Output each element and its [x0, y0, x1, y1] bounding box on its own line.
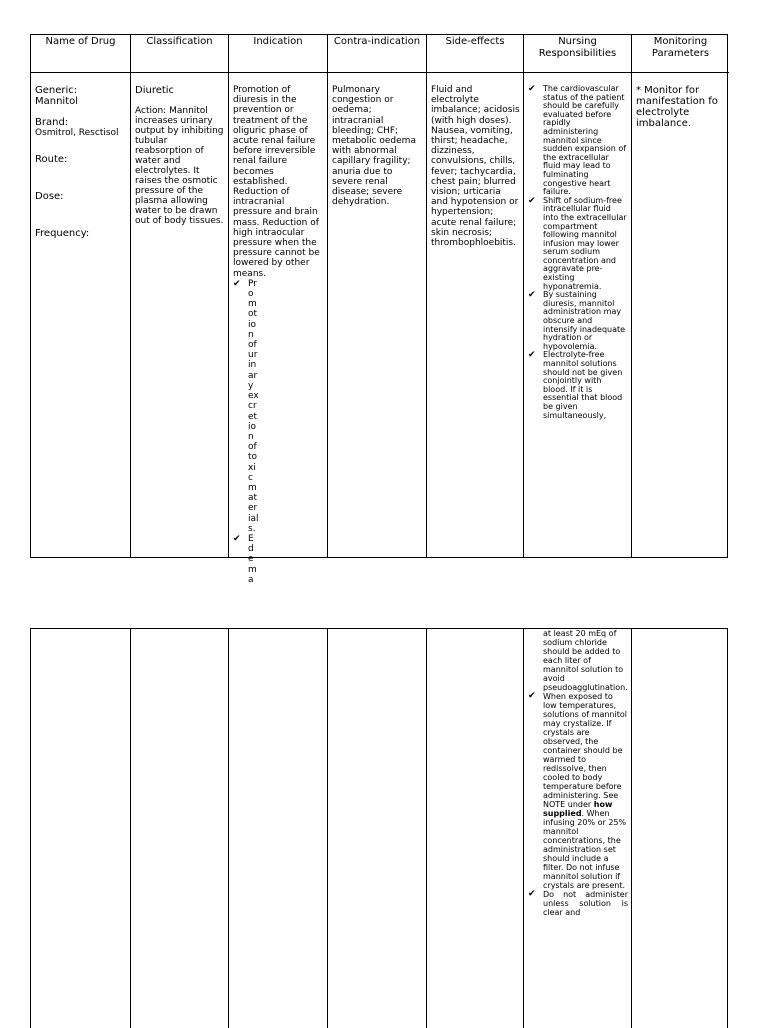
frequency-label: Frequency:: [35, 228, 90, 239]
check-icon: ✔: [233, 533, 241, 544]
side-effects-cell: [431, 85, 520, 248]
drug-table-page-2: [30, 628, 728, 1028]
side-effects-text: Fluid and electrolyte imbalance; acidosis (with high doses). Nausea, vomiting, thirst; headache, dizziness, convulsions, chills, fever; tachycardia, chest pain; blurred vision; urticaria and hypotension or hypertension; acute renal failure; skin necrosis; thrombophloebitis.: [431, 85, 520, 249]
header-nursing-responsibilities: Nursing Responsibilities: [524, 35, 631, 73]
indication-bullet-text: Edema: [248, 533, 257, 585]
column-name-of-drug-cont: [31, 629, 130, 1028]
column-monitoring-parameters-cont: [631, 629, 729, 1028]
indication-text: Promotion of diuresis in the prevention or treatment of the oliguric phase of acute renal failure before irreversible renal failure becomes established. Reduction of intracranial pressure and brain mass. Reduction of high intraocular pressure when the pressure cannot be lowered by other means.: [233, 85, 320, 279]
nursing-item-text: Shift of sodium-free intracellular fluid into the extracellular compartment following mannitol infusion may lower serum sodium concentration and aggravate pre-existing hyponatremia.: [543, 195, 627, 291]
generic-value: Mannitol: [35, 96, 79, 107]
nursing-cell-page-2: [528, 629, 628, 917]
nursing-list: [528, 85, 628, 420]
contraindication-cell: [332, 85, 423, 207]
classification-value: Diuretic: [135, 85, 175, 96]
route-label: Route:: [35, 154, 68, 165]
header-name-of-drug: Name of Drug: [31, 35, 130, 73]
nursing-item-text: Electrolyte-free mannitol solutions should not be given conjointly with blood. If it is essential that blood be given simultaneously,: [543, 350, 623, 420]
check-icon: ✔: [528, 691, 536, 701]
indication-bullet: [233, 534, 259, 585]
indication-cell: [233, 85, 324, 585]
column-indication-cont: [228, 629, 327, 1028]
generic-label: Generic:: [35, 85, 78, 96]
column-classification-cont: [130, 629, 228, 1028]
check-icon: ✔: [528, 290, 536, 301]
column-contraindication: [327, 35, 426, 557]
nursing-item-text: By sustaining diuresis, mannitol administration may obscure and intensify inadequate hydration or hypovolemia.: [543, 290, 626, 351]
check-icon: ✔: [528, 84, 536, 94]
column-nursing-responsibilities-cont: [523, 629, 631, 1028]
nursing-item: [528, 85, 628, 197]
nursing-item: [528, 890, 628, 917]
column-indication: [228, 35, 327, 585]
nursing-item-text: The cardiovascular status of the patient should be carefully evaluated before rapidly administering mannitol since sudden expansion of the extracellular fluid may lead to fulminating congestive heart failure.: [543, 84, 627, 197]
column-classification: [130, 35, 228, 557]
nursing-continued-text: at least 20 mEq of sodium chloride should be added to each liter of mannitol solution to avoid pseudoagglutination.: [543, 629, 628, 692]
indication-bullet: [233, 279, 259, 534]
nursing-item: [528, 351, 628, 420]
nursing-item-text-after: . When infusing 20% or 25% mannitol concentrations, the administration set should include a filter. Do not infuse mannitol solution if crystals are present.: [543, 809, 627, 890]
brand-label: Brand:: [35, 117, 69, 128]
header-monitoring-parameters: Monitoring Parameters: [632, 35, 729, 73]
monitoring-text: * Monitor for manifestation fo electrolyte imbalance.: [636, 85, 718, 129]
column-side-effects-cont: [426, 629, 523, 1028]
nursing-cell-page-1: [528, 85, 628, 420]
column-monitoring-parameters: [631, 35, 729, 557]
header-side-effects: Side-effects: [427, 35, 523, 73]
drug-table-page-1: [30, 34, 728, 585]
column-nursing-responsibilities: [523, 35, 631, 557]
indication-bullets: [233, 279, 259, 585]
brand-value: Osmitrol, Resctisol: [35, 128, 119, 138]
header-classification: Classification: [131, 35, 228, 73]
nursing-item-text-before: When exposed to low temperatures, solutions of mannitol may crystalize. If crystals are observed, the container should be warmed to redissolve, then cooled to body temperature before administering. See NOTE under: [543, 692, 627, 809]
nursing-list-cont: [528, 692, 628, 917]
column-name-of-drug: [31, 35, 130, 557]
contraindication-text: Pulmonary congestion or oedema; intracranial bleeding; CHF; metabolic oedema with abnormal capillary fragility; anuria due to severe renal disease; severe dehydration.: [332, 85, 416, 208]
check-icon: ✔: [528, 889, 536, 899]
indication-bullet-text: Promotion of urinary excretion of toxic materials.: [248, 278, 259, 534]
nursing-item: [528, 291, 628, 351]
check-icon: ✔: [528, 350, 536, 361]
classification-cell: [135, 85, 225, 226]
check-icon: ✔: [528, 195, 536, 206]
nursing-item-text: Do not administer unless solution is clear and: [543, 890, 628, 917]
drug-name-cell: [35, 85, 127, 239]
classification-action: Action: Mannitol increases urinary output by inhibiting tubular reabsorption of water and electrolytes. It raises the osmotic pressure of the plasma allowing water to be drawn out of body tissues.: [135, 106, 224, 226]
header-indication: Indication: [229, 35, 327, 73]
nursing-item: [528, 692, 628, 890]
nursing-item: [528, 197, 628, 292]
nursing-item-bold: how supplied: [543, 800, 613, 818]
column-side-effects: [426, 35, 523, 557]
header-contraindication: Contra-indication: [328, 35, 426, 73]
dose-label: Dose:: [35, 191, 64, 202]
column-contraindication-cont: [327, 629, 426, 1028]
monitoring-cell: [636, 85, 726, 129]
check-icon: ✔: [233, 278, 241, 289]
